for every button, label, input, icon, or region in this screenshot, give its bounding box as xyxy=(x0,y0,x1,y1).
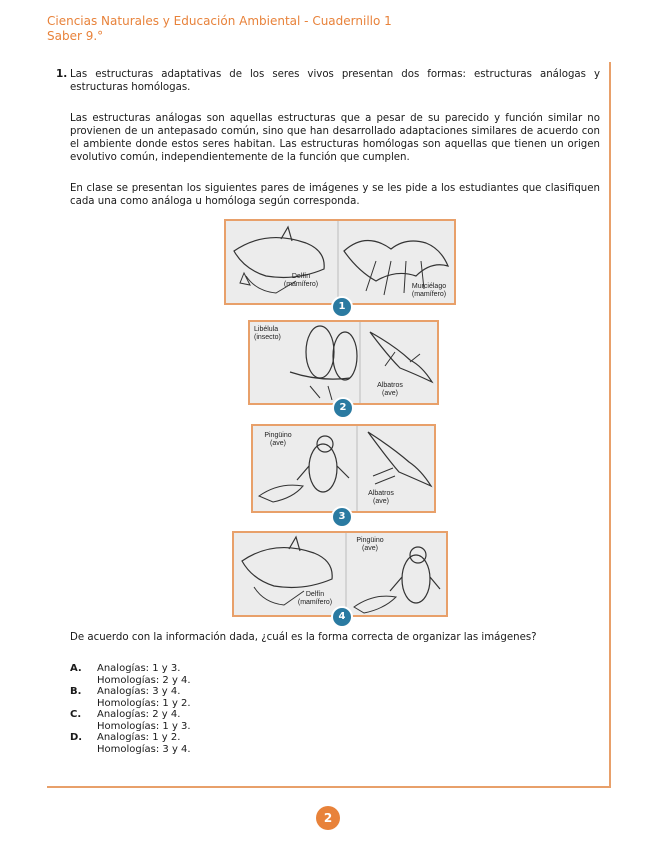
option-d-line1: Analogías: 1 y 2. xyxy=(97,732,181,743)
panel-4-number-badge: 4 xyxy=(331,606,353,628)
panel-3-left-label: Pingüino (ave) xyxy=(264,432,292,447)
question-prompt: De acuerdo con la información dada, ¿cuál es la forma correcta de organizar las imágenes? xyxy=(70,632,537,643)
panel-1-right-label: Murciélago (mamífero) xyxy=(411,283,447,298)
option-c-line1: Analogías: 2 y 4. xyxy=(97,709,181,720)
option-b-line2: Homologías: 1 y 2. xyxy=(97,697,191,709)
option-b-line1: Analogías: 3 y 4. xyxy=(97,686,181,697)
document-header xyxy=(47,14,392,44)
option-a-line1: Analogías: 1 y 3. xyxy=(97,663,181,674)
panel-2-right-label: Albatros (ave) xyxy=(377,382,403,397)
option-a[interactable] xyxy=(70,663,191,686)
panel-3-right-label: Albatros (ave) xyxy=(368,490,394,505)
panel-1-number-badge: 1 xyxy=(331,296,353,318)
option-d[interactable] xyxy=(70,732,191,755)
image-pair-4 xyxy=(232,531,448,617)
option-d-line2: Homologías: 3 y 4. xyxy=(97,743,191,755)
option-b[interactable] xyxy=(70,686,191,709)
panel-4-right-label: Pingüino (ave) xyxy=(356,537,384,552)
panel-1-left-label: Delfín (mamífero) xyxy=(283,273,319,288)
image-pair-2 xyxy=(248,320,439,405)
option-a-line2: Homologías: 2 y 4. xyxy=(97,674,191,686)
dolphin-penguin-illustration xyxy=(234,533,446,615)
answer-options xyxy=(70,663,191,755)
option-d-letter: D. xyxy=(70,732,83,743)
question-paragraph-3: En clase se presentan los siguientes pares de imágenes y se les pide a los estudiantes que clasifiquen cada una como análoga u homóloga según corresponda. xyxy=(70,183,600,207)
option-c-line2: Homologías: 1 y 3. xyxy=(97,720,191,732)
panel-2-number-badge: 2 xyxy=(332,397,354,419)
option-b-letter: B. xyxy=(70,686,82,697)
image-pair-3 xyxy=(251,424,436,513)
panel-3-number-badge: 3 xyxy=(331,506,353,528)
option-a-letter: A. xyxy=(70,663,82,674)
question-paragraph-1: Las estructuras adaptativas de los seres vivos presentan dos formas: estructuras análogas y estructuras homólogas. xyxy=(70,69,600,93)
panel-2-left-label: Libélula (insecto) xyxy=(254,326,281,341)
option-c-letter: C. xyxy=(70,709,82,720)
question-number: 1. xyxy=(56,68,68,80)
panel-4-left-label: Delfín (mamífero) xyxy=(297,591,333,606)
option-c[interactable] xyxy=(70,709,191,732)
header-subtitle: Saber 9.° xyxy=(47,29,104,43)
image-pair-1 xyxy=(224,219,456,305)
question-paragraph-2: Las estructuras análogas son aquellas estructuras que a pesar de su parecido y función similar no provienen de un antepasado común, sino que han desarrollado adaptaciones similares de acuerdo con el ambiente donde estos seres habitan. Las estructuras homólogas son aquellas que tienen un origen evolutivo común, independientemente de la función que cumplen. xyxy=(70,113,600,163)
header-title: Ciencias Naturales y Educación Ambiental - Cuadernillo 1 xyxy=(47,14,392,28)
page-number: 2 xyxy=(316,806,340,830)
